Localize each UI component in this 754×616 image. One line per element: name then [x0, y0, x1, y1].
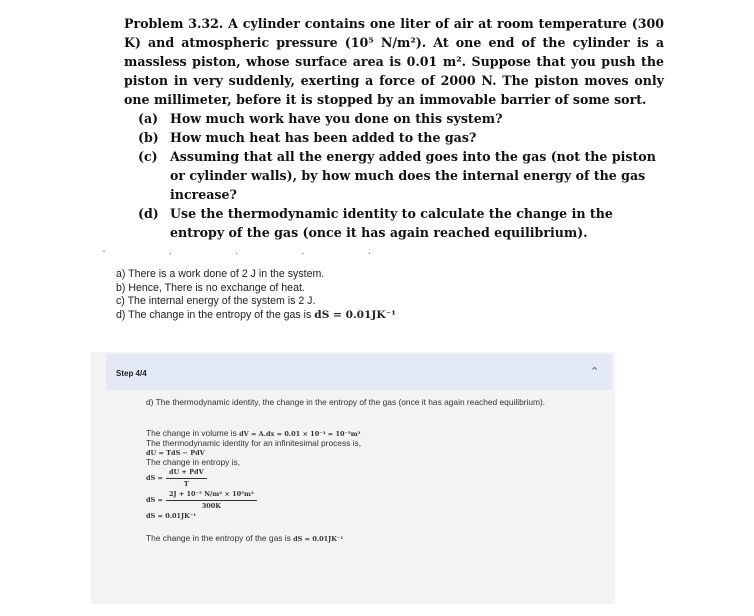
step-title: Step 4/4	[116, 369, 147, 378]
answer-d: d) The change in the entropy of the gas is dS = 0.01JK⁻¹	[116, 308, 396, 321]
problem-block	[124, 14, 664, 242]
problem-parts	[138, 109, 664, 242]
solution-step-card	[91, 352, 615, 604]
answer-b: b) Hence, There is no exchange of heat.	[116, 281, 305, 294]
entropy-change-text: The change in entropy is,	[146, 457, 241, 468]
final-answer: The change in the entropy of the gas is dS = 0.01JK⁻¹	[146, 532, 344, 543]
volume-change-line: The change in volume is dV = A.dx = 0.01 × 10⁻³ = 10⁻⁵m³	[146, 427, 361, 438]
chevron-up-icon[interactable]: ⌃	[590, 365, 600, 378]
entropy-formula: dS = $\frac{\text{dU + PdV}}{T}$	[146, 468, 596, 490]
problem-part-b: (b) How much heat has been added to the gas?	[138, 130, 477, 145]
problem-heading: Problem 3.32.	[124, 16, 224, 31]
separator-dots: - . . . .	[102, 246, 402, 257]
answer-a: a) There is a work done of 2 J in the system.	[116, 268, 325, 280]
problem-statement	[124, 14, 664, 109]
answer-summary	[116, 268, 396, 322]
step-content	[146, 398, 596, 544]
problem-text: A cylinder contains one liter of air at room temperature (300 K) and atmospheric pressure (10⁵ N/m²). At one end of the cylinder is a massless piston, whose surface area is 0.01 m². Suppose that you push the piston in very suddenly, exerting a force of 2000 N. The piston moves only one millimeter, before it is stopped by an immovable barrier of some sort.	[124, 16, 665, 107]
entropy-result: dS = 0.01JK⁻¹	[146, 511, 197, 520]
entropy-substitution: dS = $\frac{\text{2J + 10⁻⁵ N/m² × 10⁵m³}}{300K}$	[146, 490, 596, 512]
identity-text: The thermodynamic identity for an infinitesimal process is,	[146, 438, 362, 449]
answer-d-math: dS = 0.01JK⁻¹	[314, 308, 396, 321]
problem-part-a: (a) How much work have you done on this system?	[138, 111, 503, 126]
problem-part-d: (d) Use the thermodynamic identity to calculate the change in the entropy of the gas (once it has again reached equilibrium).	[138, 206, 613, 240]
step-header[interactable]	[106, 354, 612, 390]
answer-c: c) The internal energy of the system is 2 J.	[116, 295, 316, 307]
step-intro: d) The thermodynamic identity, the change in the entropy of the gas (once it has again reached equilibrium).	[146, 397, 546, 407]
problem-part-c: (c) Assuming that all the energy added goes into the gas (not the piston or cylinder walls), by how much does the internal energy of the gas increase?	[138, 149, 656, 202]
identity-equation: dU = TdS − PdV	[146, 448, 205, 457]
